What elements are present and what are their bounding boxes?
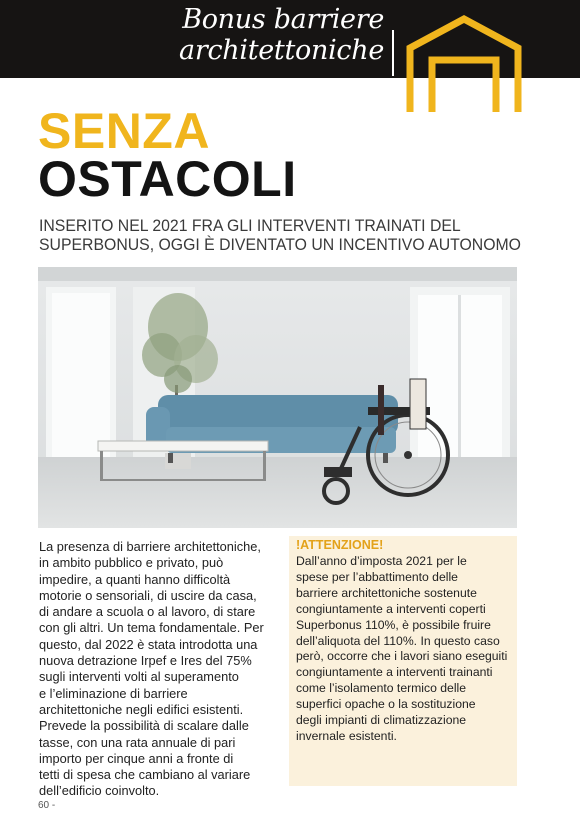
body-line: in ambito pubblico e privato, può [39,555,224,571]
attention-line: invernale esistenti. [296,728,397,743]
headline-line1: SENZA [38,103,210,159]
body-line: architettoniche negli edifici esistenti. [39,701,244,717]
subtitle [39,216,521,254]
body-line: importo per cinque anni a fronte di [39,750,234,766]
attention-title: !ATTENZIONE! [296,538,384,552]
body-line: impedire, a quanti hanno difficoltà [39,571,231,587]
headline-line2: OSTACOLI [38,151,297,207]
attention-line: congiuntamente a interventi coperti [296,601,486,616]
body-line: nuova detrazione Irpef e Ires del 75% [39,653,252,669]
section-title-line1: Bonus barriere [182,4,384,35]
attention-line: spese per l’abbattimento delle [296,569,458,584]
page-number: 60 - [38,800,56,811]
body-line: tasse, con una rata annuale di pari [39,734,236,750]
section-title [179,4,384,66]
attention-line: degli impianti di climatizzazione [296,713,467,728]
attention-line: come l’isolamento termico delle [296,681,467,696]
body-line: e l’eliminazione di barriere [39,685,188,701]
room-illustration [38,267,517,528]
body-line: La presenza di barriere architettoniche, [39,539,261,554]
subtitle-line2: SUPERBONUS, OGGI È DIVENTATO UN INCENTIVO AUTONOMO [39,235,521,254]
attention-line: Superbonus 110%, è possibile fruire [296,617,491,632]
house-outline-icon [404,14,524,112]
body-line: Prevede la possibilità di scalare dalle [39,718,249,734]
attention-line: Dall’anno d’imposta 2021 per le [296,554,467,568]
attention-line: superfici opache o la sostituzione [296,697,476,712]
body-line: tetti di spesa che cambiano al variare [39,767,251,783]
attention-line: però, occorre che i lavori siano eseguiti [296,649,508,664]
body-text [39,539,271,800]
body-line: sugli interventi volti al superamento [39,669,239,685]
body-line: con gli altri. Un tema fondamentale. Per [39,620,264,636]
subtitle-line1: INSERITO NEL 2021 FRA GLI INTERVENTI TRAINATI DEL [39,216,461,235]
header-divider [392,30,394,76]
attention-text [296,554,512,745]
attention-line: barriere architettoniche sostenute [296,585,477,600]
attention-line: dell’aliquota del 110%. In questo caso [296,633,500,648]
section-title-line2: architettoniche [179,35,384,66]
body-line: dell’edificio coinvolto. [39,783,160,799]
body-line: questo, dal 2022 è stata introdotta una [39,636,258,652]
body-line: di andare a scuola o al lavoro, di stare [39,604,256,620]
room-photo [38,267,517,528]
body-line: motorie o sensoriali, di uscire da casa, [39,587,257,603]
attention-line: congiuntamente a interventi trainanti [296,665,493,680]
